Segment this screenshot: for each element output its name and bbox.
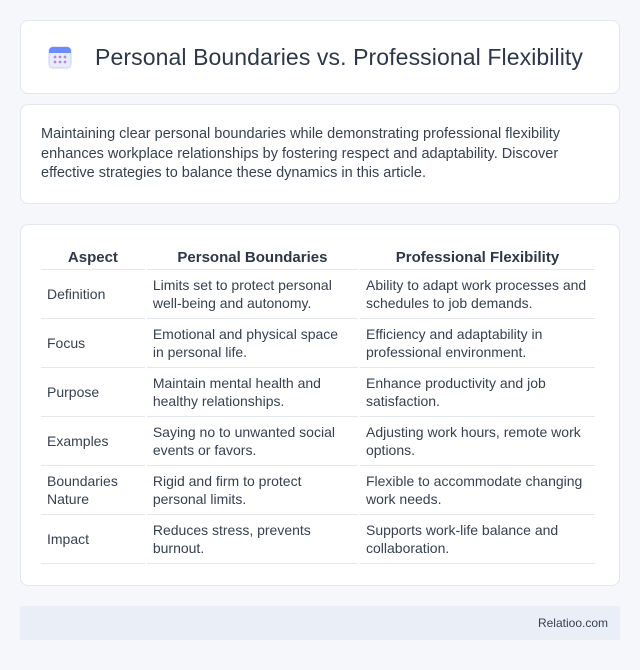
- page-title: Personal Boundaries vs. Professional Flexibility: [95, 43, 584, 70]
- table-row: [41, 368, 595, 417]
- comparison-table: [39, 246, 597, 564]
- professional-cell: Ability to adapt work processes and schedules to job demands.: [360, 270, 595, 319]
- personal-cell: Saying no to unwanted social events or favors.: [147, 417, 358, 466]
- aspect-cell: Purpose: [41, 368, 145, 417]
- personal-cell: Rigid and firm to protect personal limits.: [147, 466, 358, 515]
- personal-cell: Maintain mental health and healthy relationships.: [147, 368, 358, 417]
- column-header-professional-flexibility: Professional Flexibility: [360, 246, 595, 270]
- personal-cell: Emotional and physical space in personal life.: [147, 319, 358, 368]
- professional-cell: Adjusting work hours, remote work options.: [360, 417, 595, 466]
- column-header-aspect: Aspect: [41, 246, 145, 270]
- table-row: [41, 270, 595, 319]
- footer: [20, 606, 620, 640]
- aspect-cell: Impact: [41, 515, 145, 564]
- comparison-table-card: [20, 224, 620, 586]
- table-row: [41, 515, 595, 564]
- personal-cell: Limits set to protect personal well-being and autonomy.: [147, 270, 358, 319]
- intro-card: [20, 104, 620, 204]
- aspect-cell: Definition: [41, 270, 145, 319]
- footer-brand-link[interactable]: Relatioo.com: [537, 616, 608, 630]
- table-header-row: [41, 246, 595, 270]
- professional-cell: Supports work-life balance and collaboration.: [360, 515, 595, 564]
- aspect-cell: Boundaries Nature: [41, 466, 145, 515]
- column-header-personal-boundaries: Personal Boundaries: [147, 246, 358, 270]
- table-row: [41, 466, 595, 515]
- intro-paragraph: Maintaining clear personal boundaries while demonstrating professional flexibility enhances workplace relationships by fostering respect and adaptability. Discover effective strategies to balance these dynamics in this article.: [41, 126, 561, 181]
- aspect-cell: Examples: [41, 417, 145, 466]
- title-card: [20, 20, 620, 94]
- table-row: [41, 417, 595, 466]
- aspect-cell: Focus: [41, 319, 145, 368]
- table-row: [41, 319, 595, 368]
- calendar-icon: [47, 44, 73, 70]
- professional-cell: Enhance productivity and job satisfaction.: [360, 368, 595, 417]
- personal-cell: Reduces stress, prevents burnout.: [147, 515, 358, 564]
- professional-cell: Flexible to accommodate changing work needs.: [360, 466, 595, 515]
- professional-cell: Efficiency and adaptability in professional environment.: [360, 319, 595, 368]
